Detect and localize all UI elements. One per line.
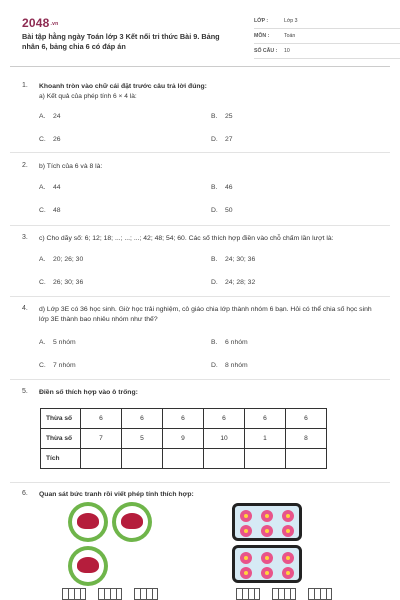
worksheet-title: Bài tập hằng ngày Toán lớp 3 Kết nối tri thức Bài 9. Bảng nhân 6, bảng chia 6 có đáp án [22,32,220,51]
question-5 [22,388,382,403]
option-a[interactable]: A. 20; 26; 30 [39,256,84,263]
section-divider [10,152,390,153]
answer-cell[interactable] [204,449,245,469]
info-row-subject [254,29,400,44]
table-cell: 6 [204,409,245,429]
question-3 [22,234,382,294]
question-number: 5. [22,388,28,395]
table-cell: 6 [286,409,327,429]
question-prompt: c) Cho dãy số: 6; 12; 18; ...; ...; ...; 42; 48; 54; 60. Các số thích hợp điền vào chỗ chấm lần lượt là: [39,235,334,242]
answer-cell[interactable] [245,449,286,469]
table-cell: 5 [122,429,163,449]
question-6 [22,490,382,505]
fruit-plate-image [68,546,108,586]
table-cell: 6 [122,409,163,429]
option-c[interactable]: C. 48 [39,207,61,214]
question-number: 4. [22,305,28,312]
table-cell: 6 [245,409,286,429]
answer-cell[interactable] [122,449,163,469]
section-divider [10,296,390,297]
info-value: 10 [284,48,290,54]
answer-box[interactable] [62,588,86,600]
worksheet-header [22,14,382,60]
answer-box[interactable] [134,588,158,600]
option-d[interactable]: D. 27 [211,136,233,143]
section-divider [10,482,390,483]
info-panel [254,14,400,59]
option-d[interactable]: D. 50 [211,207,233,214]
answer-box[interactable] [98,588,122,600]
section-divider [10,225,390,226]
flower-box-image [232,503,302,541]
answer-cell[interactable] [163,449,204,469]
answer-cell[interactable] [286,449,327,469]
option-c[interactable]: C. 26 [39,136,61,143]
info-label: MÔN : [254,33,270,39]
row-header: Tích [41,449,81,469]
option-a[interactable]: A. 24 [39,113,61,120]
option-b[interactable]: B. 25 [211,113,233,120]
question-number: 1. [22,82,28,89]
question-prompt: Điền số thích hợp vào ô trống: [39,389,138,396]
fruit-plate-image [112,502,152,542]
option-c[interactable]: C. 7 nhóm [39,362,76,369]
table-row [41,449,327,469]
option-a[interactable]: A. 44 [39,184,61,191]
section-divider [10,379,390,380]
table-row [41,409,327,429]
option-b[interactable]: B. 24; 30; 36 [211,256,256,263]
row-header: Thừa số [41,429,81,449]
table-cell: 10 [204,429,245,449]
question-2 [22,162,382,222]
option-d[interactable]: D. 8 nhóm [211,362,248,369]
question-number: 6. [22,490,28,497]
option-a[interactable]: A. 5 nhóm [39,339,76,346]
answer-box[interactable] [236,588,260,600]
option-b[interactable]: B. 6 nhóm [211,339,248,346]
question-4 [22,305,382,375]
flower-box-image [232,545,302,583]
table-cell: 6 [81,409,122,429]
question-prompt: d) Lớp 3E có 36 học sinh. Giờ học trải nghiệm, cô giáo chia lớp thành nhóm 6 bạn. Hỏi có thể chia số học sinh lớp 3E thành bao nhiêu nhóm như thế? [39,306,372,323]
info-label: LỚP : [254,18,269,24]
answer-cell[interactable] [81,449,122,469]
table-cell: 9 [163,429,204,449]
info-value: Lớp 3 [284,18,298,24]
fruit-plate-image [68,502,108,542]
question-number: 2. [22,162,28,169]
info-value: Toán [284,33,296,39]
question-number: 3. [22,234,28,241]
row-header: Thừa số [41,409,81,429]
question-subprompt: a) Kết quả của phép tính 6 × 4 là: [39,93,137,100]
site-logo[interactable]: 2048.vn [22,16,59,30]
question-1 [22,82,382,152]
info-row-count [254,44,400,59]
answer-box[interactable] [272,588,296,600]
table-cell: 1 [245,429,286,449]
option-b[interactable]: B. 46 [211,184,233,191]
question-prompt: Quan sát bức tranh rồi viết phép tính thích hợp: [39,491,194,498]
table-cell: 8 [286,429,327,449]
info-row-class [254,14,400,29]
table-cell: 6 [163,409,204,429]
question-prompt: b) Tích của 6 và 8 là: [39,163,103,170]
option-c[interactable]: C. 26; 30; 36 [39,279,84,286]
question-prompt: Khoanh tròn vào chữ cái đặt trước câu trả lời đúng: [39,83,207,90]
multiplication-table [40,408,327,469]
option-d[interactable]: D. 24; 28; 32 [211,279,256,286]
answer-box[interactable] [308,588,332,600]
header-divider [10,66,390,67]
info-label: SỐ CÂU : [254,48,278,54]
table-row [41,429,327,449]
table-cell: 7 [81,429,122,449]
